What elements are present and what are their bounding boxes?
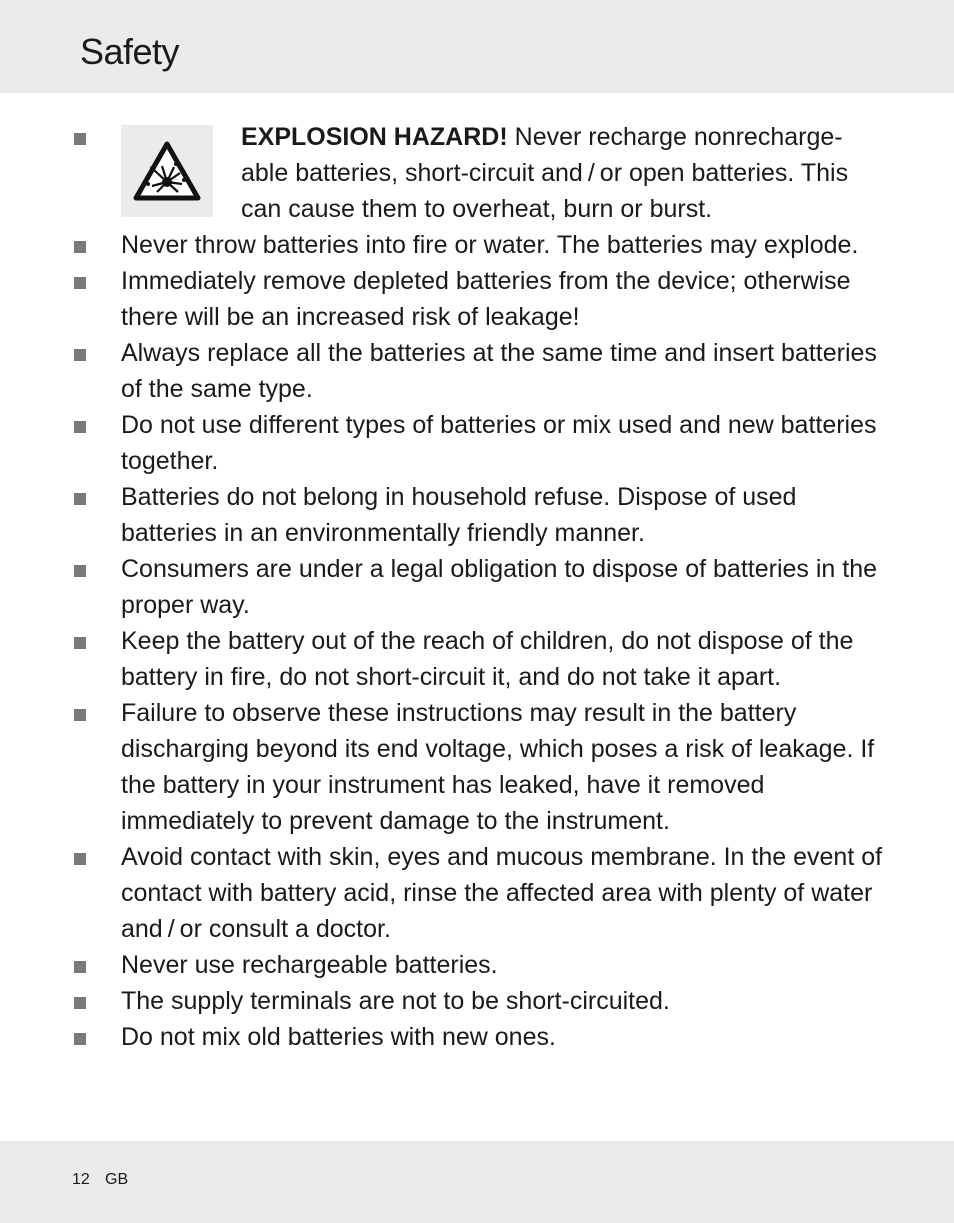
list-item-text: Never use rechargeable batteries. [121,951,498,979]
list-item-text: Keep the battery out of the reach of children, do not dispose of the battery in fire, do not short-circuit it, and do not take it apart. [121,627,854,691]
list-item [0,119,954,227]
safety-list [0,119,954,1055]
list-item [0,983,954,1019]
list-item [0,839,954,947]
bullet-square [74,637,86,649]
list-item-text: Always replace all the batteries at the same time and insert batteries of the same type. [121,339,877,403]
list-item-text: Immediately remove depleted batteries from the device; otherwise there will be an increased risk of leakage! [121,267,851,331]
list-item-text: Never throw batteries into fire or water. The batteries may explode. [121,231,859,259]
list-item-text: Consumers are under a legal obligation to dispose of batteries in the proper way. [121,555,878,619]
list-item [0,479,954,551]
list-item [0,1019,954,1055]
page-title: Safety [80,31,180,72]
page-footer [0,1141,954,1223]
list-item [0,263,954,335]
list-item-text: Do not mix old batteries with new ones. [121,1023,556,1051]
hazard-label: EXPLOSION HAZARD! [241,123,508,151]
list-item-text: Failure to observe these instructions may result in the battery discharging beyond its end voltage, which poses a risk of leakage. If the battery in your instrument has leaked, have it removed immediately to prevent damage to the instrument. [121,699,875,835]
page-header [0,0,954,93]
bullet-square [74,565,86,577]
bullet-square [74,277,86,289]
hazard-description: Never recharge nonrecharge-able batteries, short-circuit and / or open batteries. This can cause them to overheat, burn or burst. [241,123,849,223]
list-item [0,227,954,263]
page-number: 12 [72,1171,90,1188]
bullet-square [74,853,86,865]
bullet-square [74,349,86,361]
list-item [0,623,954,695]
bullet-square [74,421,86,433]
list-item [0,695,954,839]
bullet-square [74,997,86,1009]
explosion-warning-icon [121,125,213,217]
bullet-square [74,133,86,145]
list-item-text: Batteries do not belong in household refuse. Dispose of used batteries in an environmentally friendly manner. [121,483,797,547]
language-code: GB [105,1171,129,1188]
bullet-square [74,493,86,505]
bullet-square [74,709,86,721]
bullet-square [74,241,86,253]
list-item-text: Avoid contact with skin, eyes and mucous membrane. In the event of contact with battery acid, rinse the affected area with plenty of water and / or consult a doctor. [121,843,883,943]
list-item [0,947,954,983]
list-item [0,407,954,479]
list-item [0,551,954,623]
list-item-text: Do not use different types of batteries or mix used and new batteries together. [121,411,877,475]
list-item [0,335,954,407]
bullet-square [74,1033,86,1045]
list-item-text: The supply terminals are not to be short-circuited. [121,987,670,1015]
hazard-warning-text [241,119,889,227]
bullet-square [74,961,86,973]
